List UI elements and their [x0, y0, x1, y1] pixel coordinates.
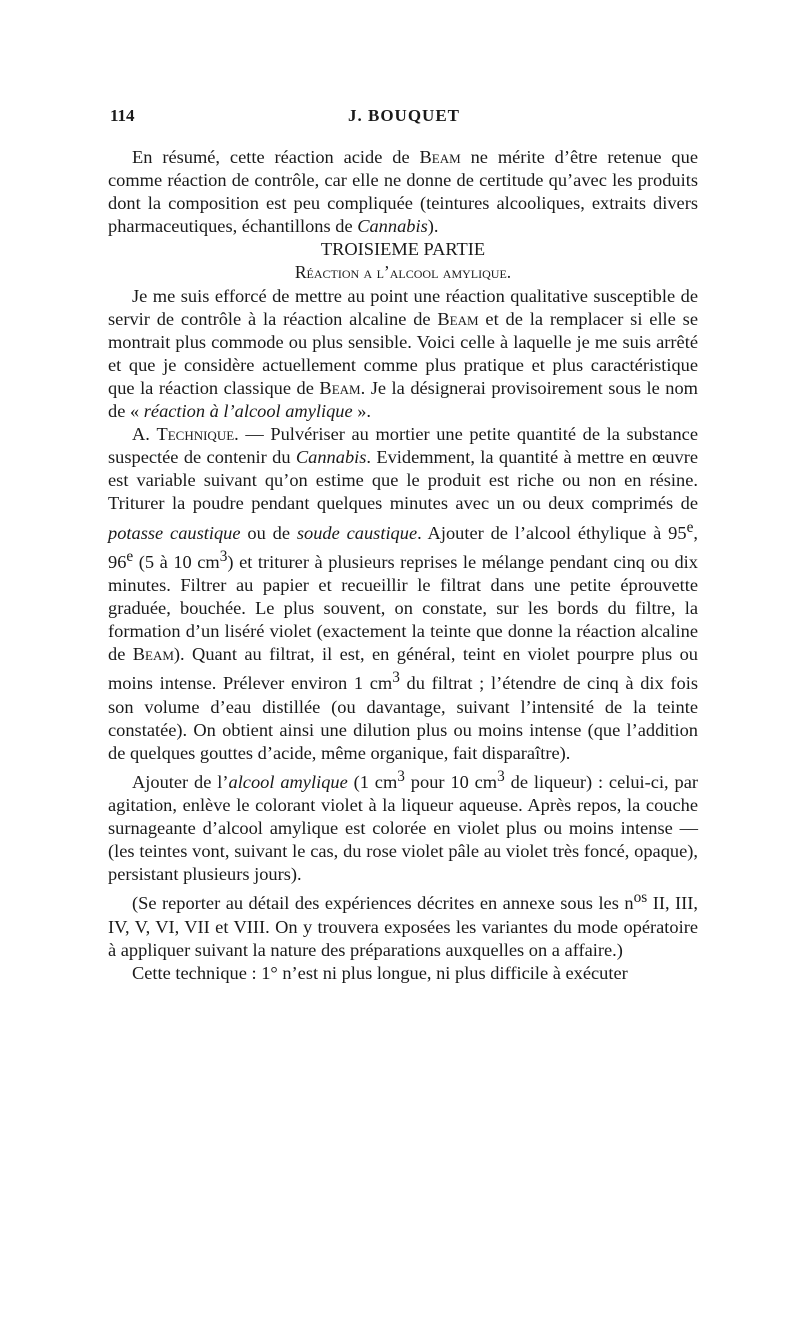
paragraph-annex-reference: (Se reporter au détail des expériences décrites en annexe sous les $n^{os}$ II, III, IV, V, VI, VII et VIII. On y trouvera exposées les variantes du mode opératoire à appliquer suivant la nature des préparations auxquelles on a affaire.) [108, 889, 698, 960]
page-number: 114 [110, 106, 135, 125]
paragraph-intro: Je me suis efforcé de mettre au point une réaction qualitative susceptible de servir de contrôle à la réaction alcaline de Beam et de la remplacer si elle se montrait plus commode ou plus sensible. Voici celle à laquelle je me suis arrêté et que je considère actuellement comme plus pratique et plus caractéristique que la réaction classique de Beam. Je la désignerai provisoirement sous le nom de « réaction à l’alcool amylique ». [108, 285, 698, 422]
paragraph-summary: En résumé, cette réaction acide de Beam ne mérite d’être retenue que comme réaction de contrôle, car elle ne donne de certitude qu’avec les produits dont la composition est peu compliquée (teintures alcooliques, extraits divers pharmaceutiques, échantillons de Cannabis). [108, 147, 698, 237]
paragraph-technique: A. Technique. — Pulvériser au mortier une petite quantité de la substance suspectée de contenir du Cannabis. Evidemment, la quantité à mettre en œuvre est variable suivant qu’on estime que le produit est riche ou non en résine. Triturer la poudre pendant quelques minutes avec un ou deux comprimés de potasse caustique ou de soude caustique. Ajouter de l’alcool éthylique à 95e, 96e (5 à 10 $cm^3$) et triturer à plusieurs reprises le mélange pendant cinq ou dix minutes. Filtrer au papier et recueillir le filtrat dans une petite éprouvette graduée, bouchée. Le plus souvent, on constate, sur les bords du filtre, la formation d’un liséré violet (exactement la teinte que donne la réaction alcaline de Beam). Quant au filtrat, il est, en général, teint en violet pourpre plus ou moins intense. Prélever environ 1 $cm^3$ du filtrat ; l’étendre de cinq à dix fois son volume d’eau distillée (ou davantage, suivant l’intensité de la teinte constatée). On obtient ainsi une dilution plus ou moins intense (que l’addition de quelques gouttes d’acide, même organique, fait disparaître). [108, 424, 699, 763]
page-header [110, 106, 698, 130]
part-title: TROISIEME PARTIE [320, 239, 486, 260]
section-title: Réaction a l’alcool amylique. [294, 262, 512, 283]
paragraph-technique-advantages: Cette technique : 1° n’est ni plus longue, ni plus difficile à exécuter [132, 962, 628, 983]
running-head: J. BOUQUET [347, 106, 461, 125]
paragraph-amyl-alcohol: Ajouter de l’alcool amylique (1 $cm^3$ pour 10 $cm^3$ de liqueur) : celui-ci, par agitation, enlève le colorant violet à la liqueur aqueuse. Après repos, la couche surnageante d’alcool amylique est colorée en violet plus ou moins intense — (les teintes vont, suivant le cas, du rose violet pâle au violet très foncé, opaque), persistant plusieurs jours). [108, 767, 698, 885]
body-text [108, 146, 698, 985]
